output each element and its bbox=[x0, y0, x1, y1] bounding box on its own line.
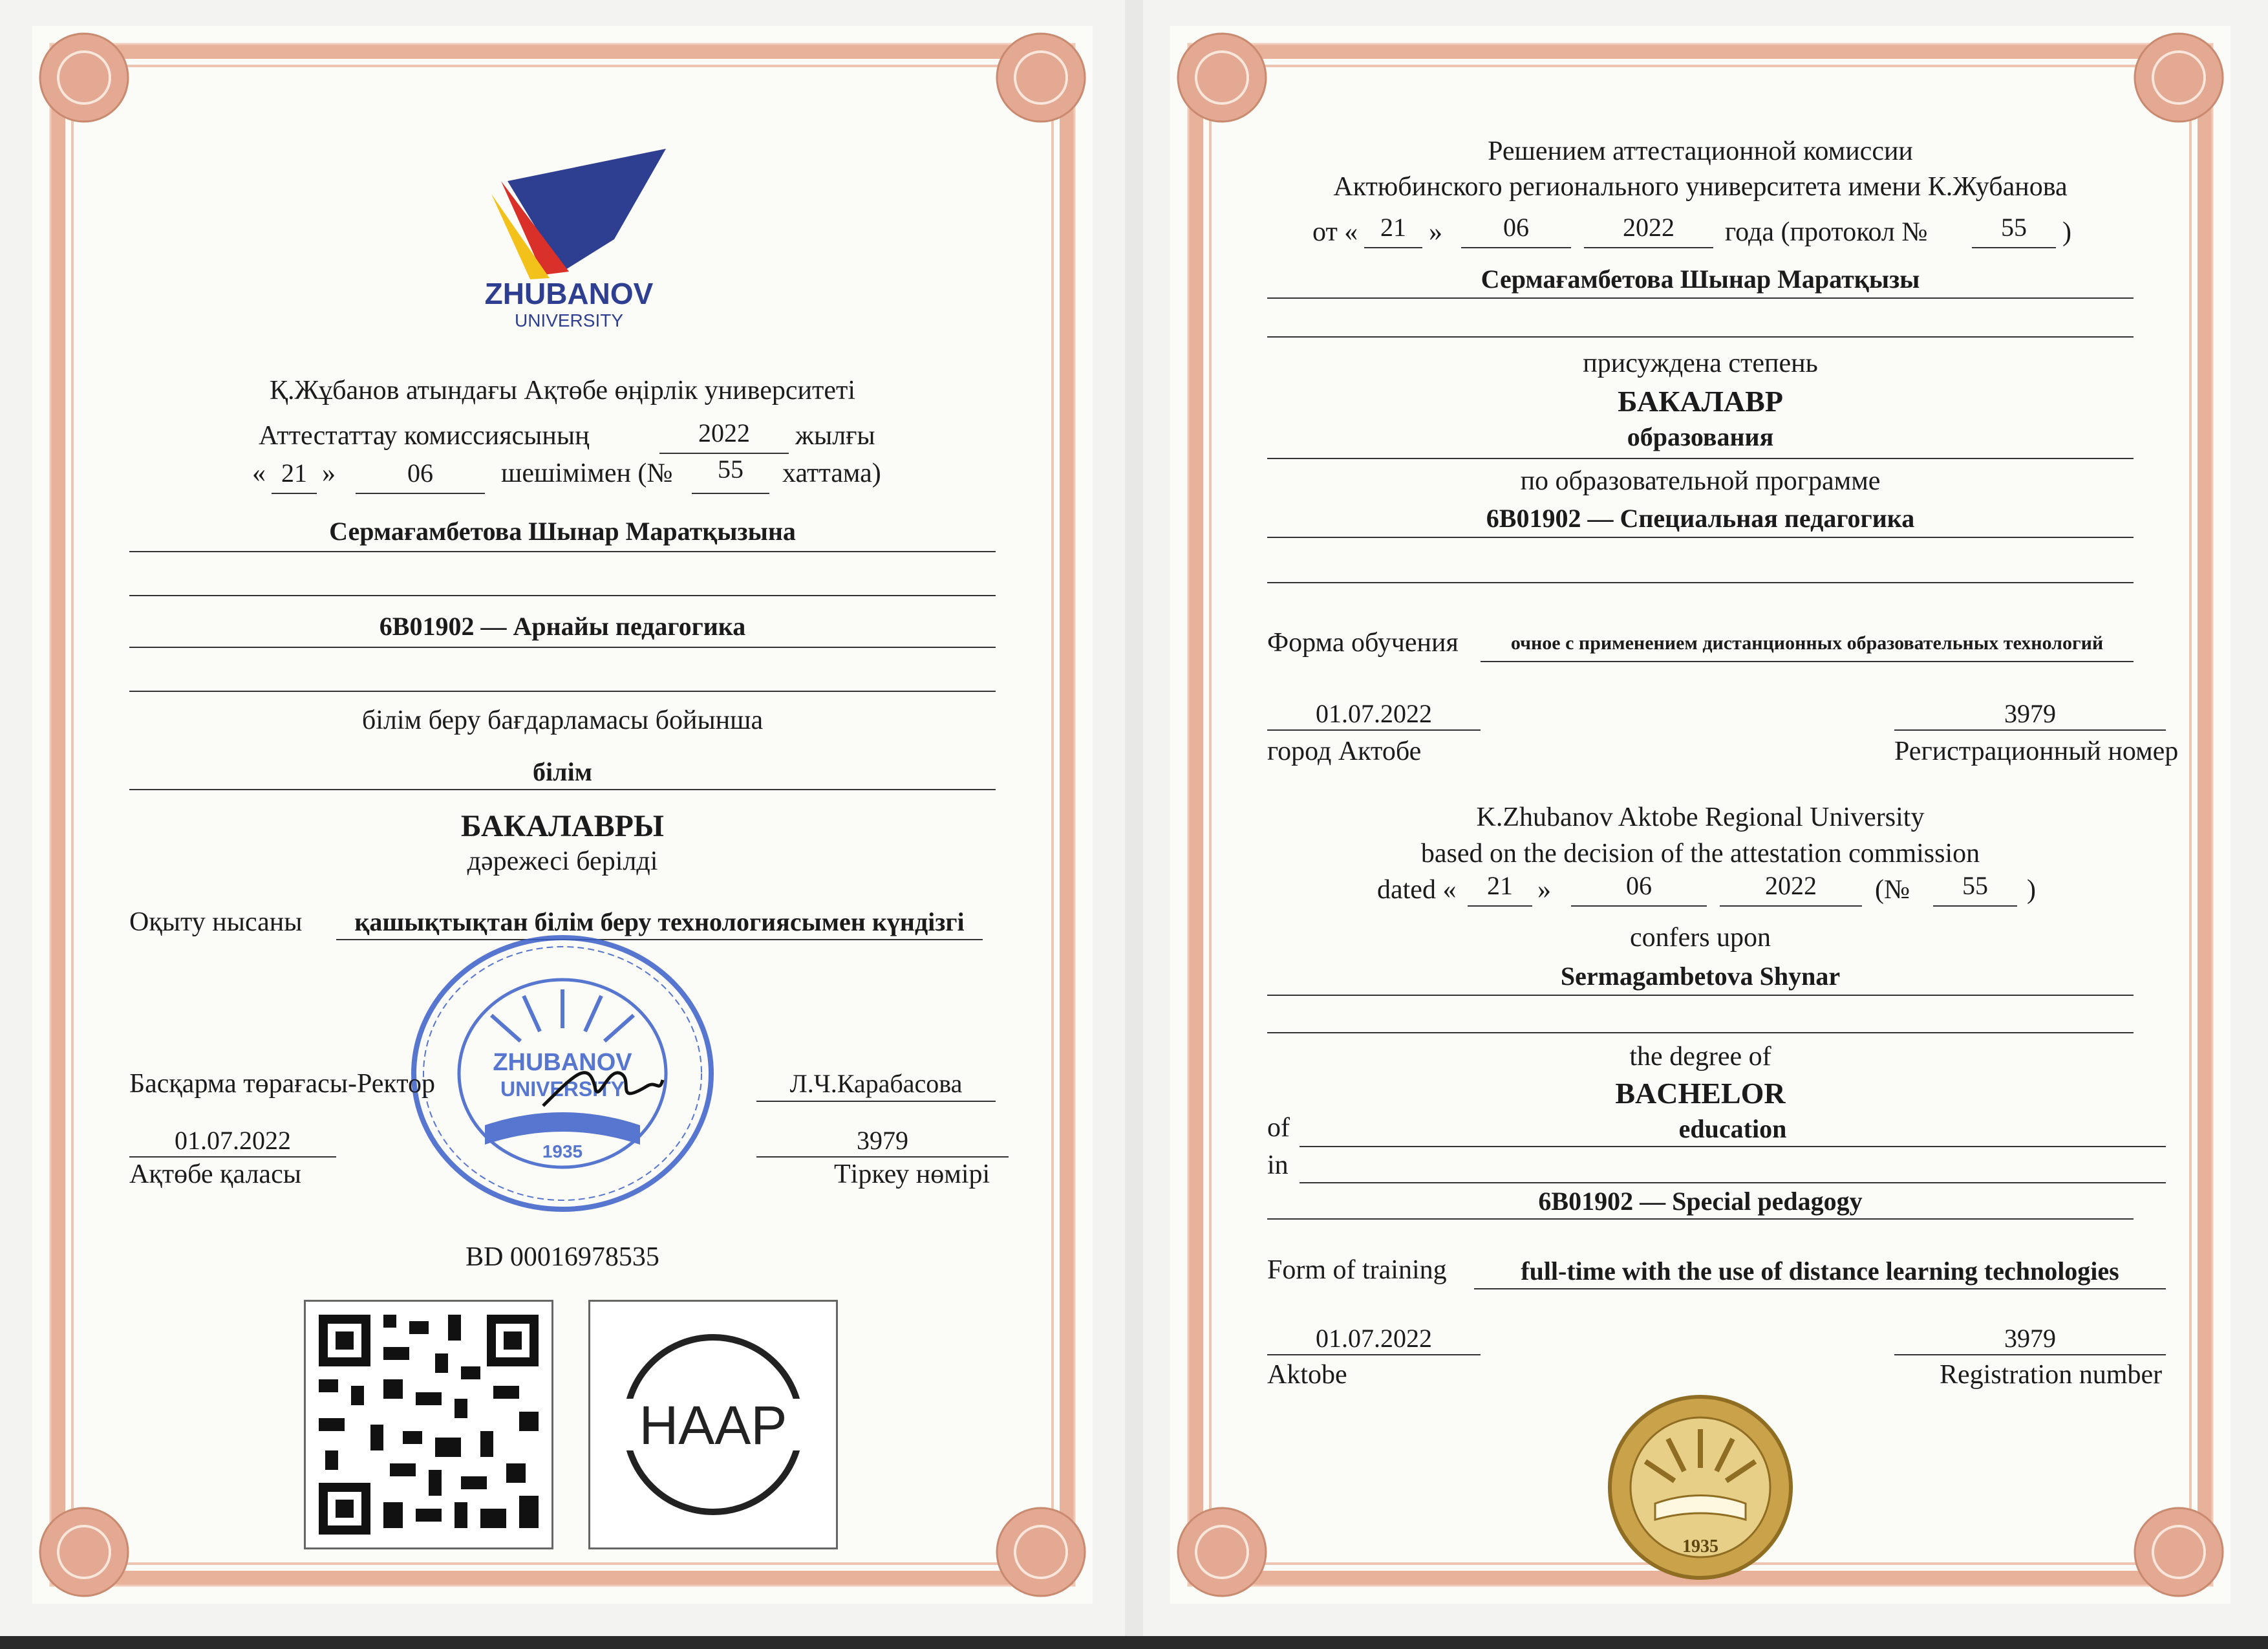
en-dated: dated « bbox=[1377, 875, 1457, 905]
en-paren: ) bbox=[2027, 875, 2036, 905]
page-fold bbox=[1125, 0, 1143, 1649]
issue-date: 01.07.2022 bbox=[175, 1126, 291, 1155]
ru-form-label: Форма обучения bbox=[1267, 628, 1459, 658]
en-degree-of: the degree of bbox=[1629, 1042, 1771, 1072]
en-program: 6B01902 — Special pedagogy bbox=[1538, 1187, 1863, 1216]
en-protocol: 55 bbox=[1962, 871, 1988, 900]
en-day: 21 bbox=[1487, 871, 1513, 900]
degree-suffix: дәрежесі берілді bbox=[467, 846, 658, 876]
ru-goda: года (протокол № bbox=[1725, 217, 1928, 247]
zhubanov-logo-icon bbox=[446, 142, 692, 336]
year-value: 2022 bbox=[698, 418, 750, 447]
header-suffix: жылғы bbox=[795, 421, 875, 451]
diploma-left-page bbox=[32, 26, 1093, 1604]
scan-edge bbox=[0, 1636, 2268, 1649]
ru-field: образования bbox=[1627, 422, 1774, 451]
rector-name: Л.Ч.Карабасова bbox=[789, 1069, 963, 1098]
en-confers: confers upon bbox=[1629, 923, 1771, 953]
logo-sub: UNIVERSITY bbox=[514, 310, 624, 330]
en-reg-label: Registration number bbox=[1940, 1360, 2163, 1390]
stamp-name: ZHUBANOV bbox=[493, 1049, 632, 1076]
ru-student-name: Сермағамбетова Шынар Маратқызы bbox=[1481, 264, 1920, 294]
corner-ornament-icon bbox=[2135, 34, 2223, 122]
ru-city: город Актобе bbox=[1267, 737, 1422, 766]
field-value: білім bbox=[533, 757, 592, 786]
quote-open: « bbox=[252, 458, 266, 488]
rector-signature-icon bbox=[537, 1048, 666, 1119]
corner-ornament-icon bbox=[1178, 1508, 1266, 1596]
ru-year: 2022 bbox=[1623, 213, 1674, 242]
corner-ornament-icon bbox=[2135, 1508, 2223, 1596]
haap-text: ΗΑΑΡ bbox=[639, 1395, 787, 1456]
en-field: education bbox=[1678, 1114, 1787, 1143]
ru-header-line2: Актюбинского регионального университета имени К.Жубанова bbox=[1333, 172, 2068, 202]
en-of: of bbox=[1267, 1113, 1290, 1143]
ru-header-line1: Решением аттестационной комиссии bbox=[1488, 136, 1913, 166]
header-prefix: Аттестаттау комиссиясының bbox=[259, 421, 590, 451]
reg-label: Тіркеу нөмірі bbox=[834, 1159, 990, 1189]
en-no: (№ bbox=[1875, 875, 1910, 905]
ru-month: 06 bbox=[1503, 213, 1529, 242]
quote-close: » bbox=[322, 458, 336, 488]
ru-quote-close: » bbox=[1429, 217, 1442, 247]
form-label: Оқыту нысаны bbox=[129, 907, 303, 937]
en-header-line2: based on the decision of the attestation commission bbox=[1420, 839, 1980, 868]
gold-seal-icon bbox=[1603, 1390, 1797, 1584]
en-month: 06 bbox=[1626, 871, 1652, 900]
ru-date: 01.07.2022 bbox=[1316, 699, 1432, 728]
en-city: Aktobe bbox=[1267, 1360, 1347, 1390]
en-form-label: Form of training bbox=[1267, 1255, 1447, 1285]
qr-code-box bbox=[304, 1300, 553, 1549]
corner-ornament-icon bbox=[997, 1508, 1085, 1596]
corner-ornament-icon bbox=[1178, 34, 1266, 122]
en-in: in bbox=[1267, 1150, 1289, 1180]
month-value: 06 bbox=[407, 458, 433, 488]
ru-form-value: очное с применением дистанционных образовательных технологий bbox=[1510, 632, 2104, 654]
rector-label: Басқарма төрағасы-Ректор bbox=[129, 1069, 436, 1099]
corner-ornament-icon bbox=[40, 34, 128, 122]
ru-reg-label: Регистрационный номер bbox=[1894, 737, 2179, 766]
protocol-suffix: хаттама) bbox=[782, 458, 881, 488]
logo-name: ZHUBANOV bbox=[484, 277, 654, 310]
ru-reg-number: 3979 bbox=[2004, 699, 2056, 728]
qr-code-icon bbox=[306, 1302, 551, 1547]
haap-logo-icon bbox=[590, 1302, 836, 1547]
ru-day: 21 bbox=[1380, 213, 1406, 242]
en-date: 01.07.2022 bbox=[1316, 1324, 1432, 1353]
haap-box bbox=[588, 1300, 838, 1549]
diploma-right-page bbox=[1170, 26, 2231, 1604]
corner-ornament-icon bbox=[40, 1508, 128, 1596]
en-name: Sermagambetova Shynar bbox=[1560, 962, 1841, 991]
form-value: қашықтықтан білім беру технологиясымен күндізгі bbox=[354, 907, 965, 936]
degree-title: БАКАЛАВРЫ bbox=[460, 809, 665, 843]
seal-year: 1935 bbox=[1682, 1536, 1718, 1557]
en-quote-close: » bbox=[1537, 875, 1551, 905]
student-name: Сермағамбетова Шынар Маратқызына bbox=[329, 517, 796, 546]
program-name: 6B01902 — Арнайы педагогика bbox=[379, 612, 746, 641]
stamp-year: 1935 bbox=[542, 1141, 583, 1161]
program-label: білім беру бағдарламасы бойынша bbox=[361, 706, 764, 735]
serial-number: BD 00016978535 bbox=[465, 1242, 659, 1272]
en-year: 2022 bbox=[1765, 871, 1817, 900]
corner-ornament-icon bbox=[997, 34, 1085, 122]
ru-degree: БАКАЛАВР bbox=[1618, 385, 1783, 418]
en-degree: BACHELOR bbox=[1615, 1077, 1786, 1110]
header-line1: Қ.Жұбанов атындағы Ақтөбе өңірлік университеті bbox=[269, 376, 855, 405]
decision-text: шешімімен (№ bbox=[501, 458, 673, 488]
city: Ақтөбе қаласы bbox=[129, 1159, 301, 1189]
reg-number: 3979 bbox=[857, 1126, 908, 1155]
stamp-sub: UNIVERSITY bbox=[500, 1077, 625, 1101]
en-form-value: full-time with the use of distance learning technologies bbox=[1521, 1256, 2119, 1286]
ru-ot: от « bbox=[1312, 217, 1358, 247]
en-reg-number: 3979 bbox=[2004, 1324, 2056, 1353]
ru-program-label: по образовательной программе bbox=[1520, 466, 1881, 496]
ru-awarded: присуждена степень bbox=[1583, 349, 1818, 378]
protocol-value: 55 bbox=[718, 455, 744, 484]
ru-protocol: 55 bbox=[2001, 213, 2027, 242]
en-header-line1: K.Zhubanov Aktobe Regional University bbox=[1476, 803, 1925, 832]
ru-paren: ) bbox=[2062, 217, 2071, 247]
ru-program: 6B01902 — Специальная педагогика bbox=[1486, 504, 1915, 533]
day-value: 21 bbox=[281, 458, 307, 488]
